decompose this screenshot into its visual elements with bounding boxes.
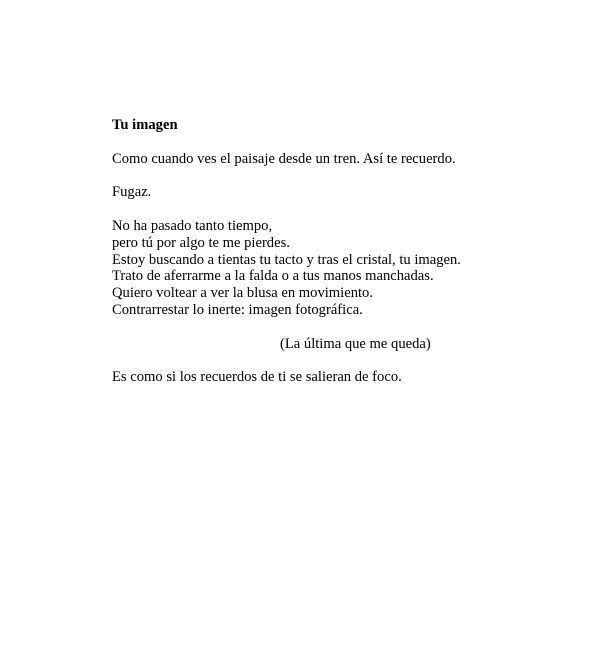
stanza-2: Fugaz.	[112, 184, 152, 201]
stanza-1: Como cuando ves el paisaje desde un tren. Así te recuerdo.	[112, 150, 456, 167]
stanza-gap	[112, 201, 552, 218]
verse-line: Contrarrestar lo inerte: imagen fotográfica.	[112, 301, 363, 318]
stanza-gap	[112, 352, 552, 369]
stanza-3	[112, 218, 552, 319]
aside-line: (La última que me queda)	[280, 335, 431, 352]
poem-title: Tu imagen	[112, 117, 178, 133]
verse-line: Trato de aferrarme a la falda o a tus manos manchadas.	[112, 268, 434, 285]
poem	[112, 117, 552, 386]
verse-line: Estoy buscando a tientas tu tacto y tras el cristal, tu imagen.	[112, 251, 461, 268]
closing-line: Es como si los recuerdos de ti se salieran de foco.	[112, 369, 402, 386]
stanza-gap	[112, 168, 552, 185]
verse-line: No ha pasado tanto tiempo,	[112, 217, 273, 234]
stanza-gap	[112, 134, 552, 151]
verse-line: pero tú por algo te me pierdes.	[112, 234, 290, 251]
verse-line: Quiero voltear a ver la blusa en movimiento.	[112, 285, 373, 302]
stanza-gap	[112, 319, 552, 336]
